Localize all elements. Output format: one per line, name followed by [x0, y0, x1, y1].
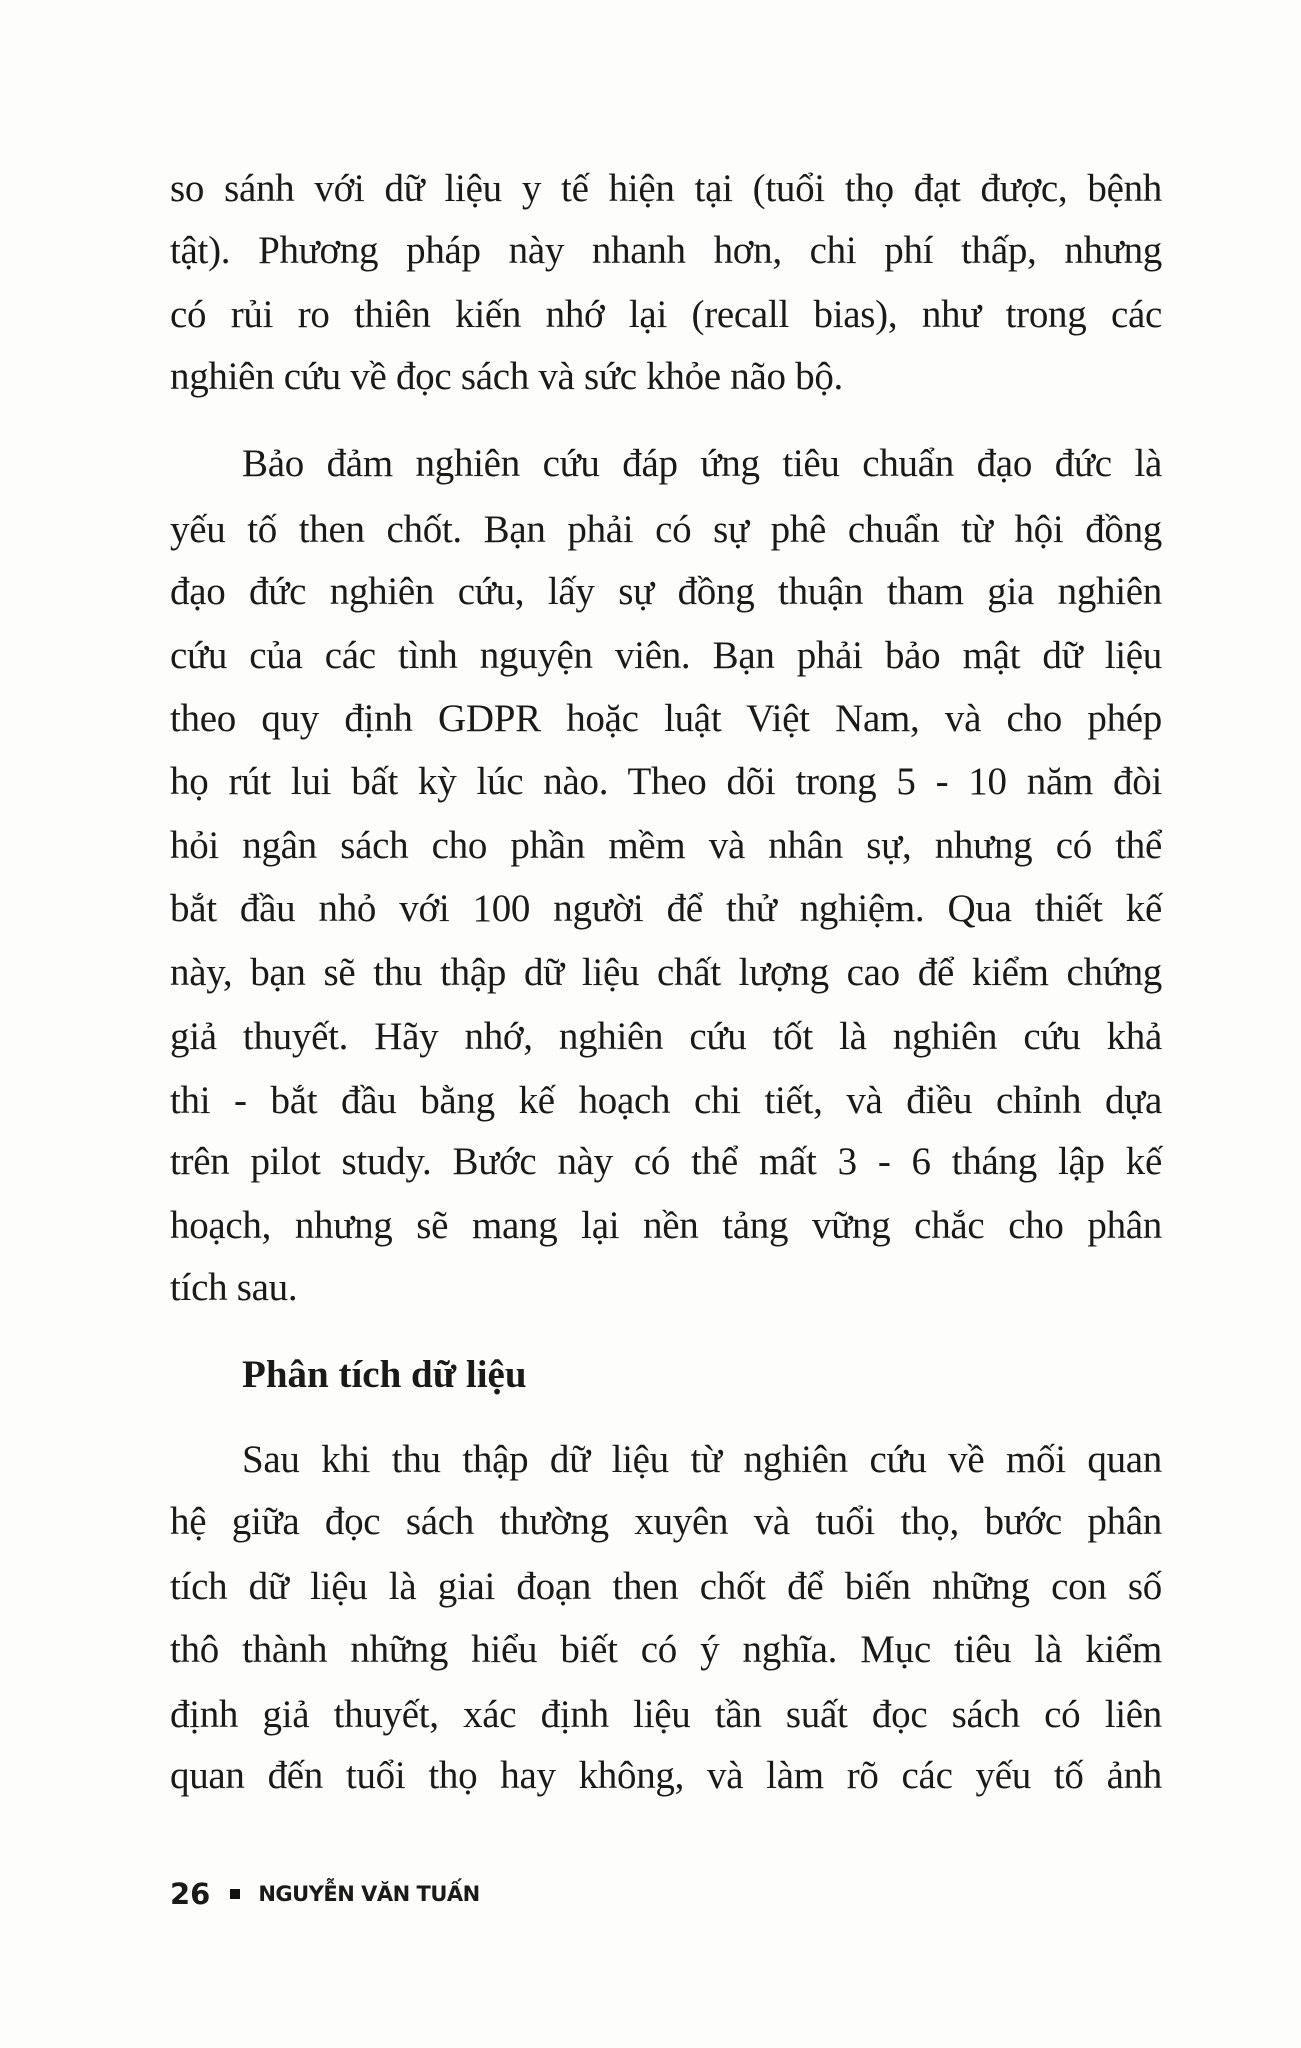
text-line: thô thành những hiểu biết có ý nghĩa. Mục tiêu là kiểm — [170, 1628, 1162, 1671]
text-line: nghiên cứu về đọc sách và sức khỏe não bộ. — [170, 355, 843, 398]
text-line: định giả thuyết, xác định liệu tần suất đọc sách có liên — [170, 1693, 1162, 1736]
text-line: Bảo đảm nghiên cứu đáp ứng tiêu chuẩn đạo đức là — [242, 442, 1162, 485]
text-line: giả thuyết. Hãy nhớ, nghiên cứu tốt là nghiên cứu khả — [170, 1015, 1162, 1058]
text-line: hỏi ngân sách cho phần mềm và nhân sự, nhưng có thể — [170, 824, 1162, 867]
section-heading: Phân tích dữ liệu — [242, 1353, 527, 1396]
text-line: đạo đức nghiên cứu, lấy sự đồng thuận tham gia nghiên — [170, 570, 1162, 613]
page-footer — [170, 1877, 480, 1911]
text-line: hệ giữa đọc sách thường xuyên và tuổi thọ, bước phân — [170, 1500, 1162, 1543]
text-line: họ rút lui bất kỳ lúc nào. Theo dõi trong 5 - 10 năm đòi — [170, 760, 1162, 803]
text-line: có rủi ro thiên kiến nhớ lại (recall bias), như trong các — [170, 293, 1162, 336]
text-line: yếu tố then chốt. Bạn phải có sự phê chuẩn từ hội đồng — [170, 508, 1162, 551]
text-line: này, bạn sẽ thu thập dữ liệu chất lượng cao để kiểm chứng — [170, 951, 1162, 994]
square-bullet-icon — [230, 1889, 240, 1899]
text-line: cứu của các tình nguyện viên. Bạn phải bảo mật dữ liệu — [170, 634, 1162, 677]
text-line: thi - bắt đầu bằng kế hoạch chi tiết, và điều chỉnh dựa — [170, 1079, 1162, 1122]
text-line: tật). Phương pháp này nhanh hơn, chi phí thấp, nhưng — [170, 229, 1162, 272]
text-line: tích sau. — [170, 1266, 298, 1309]
text-line: trên pilot study. Bước này có thể mất 3 - 6 tháng lập kế — [170, 1140, 1162, 1183]
text-line: tích dữ liệu là giai đoạn then chốt để biến những con số — [170, 1565, 1162, 1608]
text-line: so sánh với dữ liệu y tế hiện tại (tuổi thọ đạt được, bệnh — [170, 167, 1162, 210]
text-line: hoạch, nhưng sẽ mang lại nền tảng vững chắc cho phân — [170, 1204, 1162, 1247]
text-line: Sau khi thu thập dữ liệu từ nghiên cứu về mối quan — [242, 1438, 1162, 1481]
text-line: theo quy định GDPR hoặc luật Việt Nam, và cho phép — [170, 697, 1162, 740]
author-name: NGUYỄN VĂN TUẤN — [258, 1882, 480, 1906]
text-line: quan đến tuổi thọ hay không, và làm rõ các yếu tố ảnh — [170, 1754, 1162, 1797]
text-line: bắt đầu nhỏ với 100 người để thử nghiệm. Qua thiết kế — [170, 887, 1162, 930]
page-number: 26 — [170, 1877, 211, 1911]
